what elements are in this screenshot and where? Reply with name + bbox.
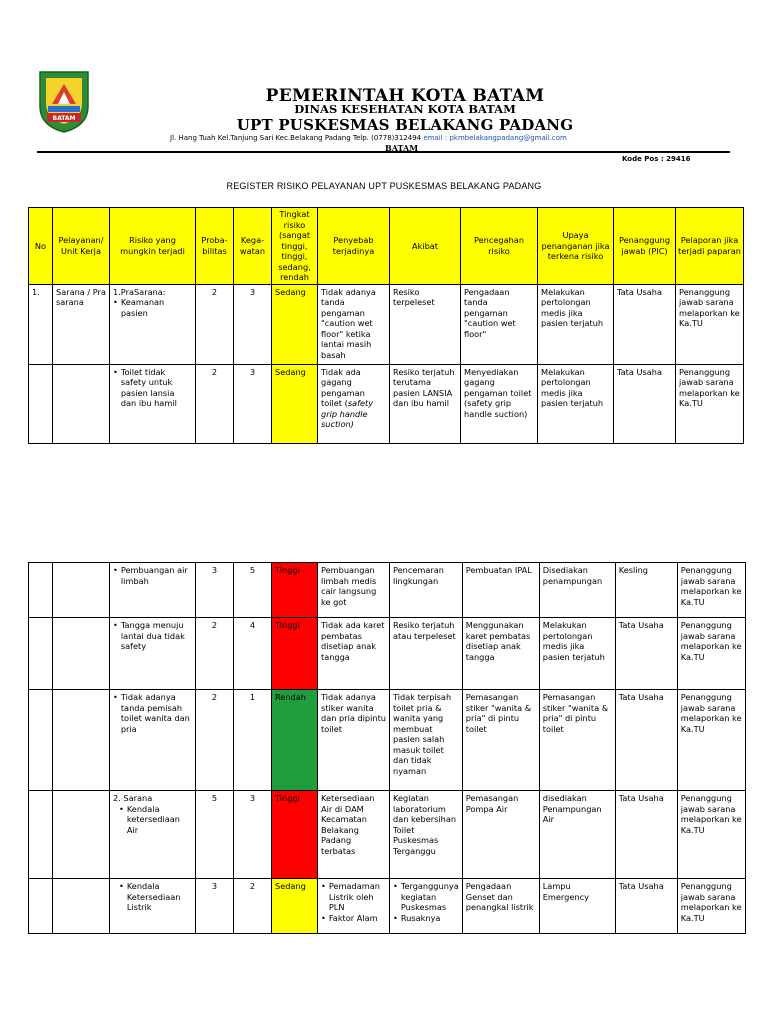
list-item bbox=[113, 804, 192, 836]
col-header-prevention: Pencegahan risiko bbox=[461, 208, 538, 285]
cell-risk bbox=[110, 364, 196, 443]
cell-cause: Pembuangan limbah medis cair langsung ke got bbox=[318, 563, 390, 618]
list-item bbox=[113, 881, 192, 913]
cell-handling: disediakan Penampungan Air bbox=[539, 791, 615, 879]
list-item bbox=[113, 692, 192, 734]
col-header-pic: Penanggung jawab (PIC) bbox=[614, 208, 676, 285]
table-row bbox=[29, 284, 744, 364]
cell-pic: Tata Usaha bbox=[615, 618, 677, 690]
cell-reporting: Penanggung jawab sarana melaporkan ke Ka.TU bbox=[677, 618, 745, 690]
cell-cause: Ketersediaan Air di DAM Kecamatan Belakang Padang terbatas bbox=[318, 791, 390, 879]
cell-risk-level: Sedang bbox=[272, 879, 318, 934]
cell-probability: 3 bbox=[196, 879, 234, 934]
cell-probability: 2 bbox=[196, 618, 234, 690]
cell-prevention: Pengadaan tanda pengaman "caution wet floor" bbox=[461, 284, 538, 364]
cell-cause bbox=[318, 879, 390, 934]
col-header-probability: Proba-bilitas bbox=[196, 208, 234, 285]
cell-effect: Pencemaran lingkungan bbox=[390, 563, 463, 618]
cell-risk bbox=[110, 618, 196, 690]
list-item bbox=[321, 881, 386, 913]
risk-text: Pembuangan air limbah bbox=[120, 565, 188, 586]
col-header-severity: Kega-watan bbox=[234, 208, 272, 285]
cell-handling: Melakukan pertolongan medis jika pasien terjatuh bbox=[539, 618, 615, 690]
cell-handling: Disediakan penampungan bbox=[539, 563, 615, 618]
bullet-icon: • bbox=[113, 620, 118, 630]
cell-probability: 2 bbox=[196, 690, 234, 791]
header-address-line bbox=[170, 134, 567, 142]
cell-probability: 2 bbox=[196, 364, 234, 443]
risk-register-table bbox=[28, 207, 744, 444]
cell-severity: 3 bbox=[234, 791, 272, 879]
table-row bbox=[29, 618, 746, 690]
cell-risk-level: Sedang bbox=[272, 284, 318, 364]
risk-text: Tidak adanya tanda pemisah toilet wanita dan pria bbox=[120, 692, 190, 734]
cell-pic: Kesling bbox=[615, 563, 677, 618]
risk-heading: 1.PraSarana: bbox=[113, 286, 166, 297]
cell-no bbox=[29, 690, 53, 791]
risk-text: Toilet tidak safety untuk pasien lansia dan ibu hamil bbox=[120, 366, 177, 408]
cause-italic-text: safety grip handle suction) bbox=[321, 398, 374, 429]
cell-probability: 2 bbox=[196, 284, 234, 364]
cell-no bbox=[29, 618, 53, 690]
cell-risk bbox=[110, 284, 196, 364]
cell-effect: Resiko terpeleset bbox=[390, 284, 461, 364]
header-divider bbox=[37, 151, 730, 153]
cell-reporting: Penanggung jawab sarana melaporkan ke Ka.TU bbox=[677, 791, 745, 879]
col-header-cause: Penyebab terjadinya bbox=[318, 208, 390, 285]
cell-reporting: Penanggung jawab sarana melaporkan ke Ka.TU bbox=[676, 364, 744, 443]
document-title: REGISTER RISIKO PELAYANAN UPT PUSKESMAS BELAKANG PADANG bbox=[226, 181, 542, 191]
cell-reporting: Penanggung jawab sarana melaporkan ke Ka.TU bbox=[676, 284, 744, 364]
cell-no bbox=[29, 563, 53, 618]
col-header-risk: Risiko yang mungkin terjadi bbox=[110, 208, 196, 285]
cell-reporting: Penanggung jawab sarana melaporkan ke Ka.TU bbox=[677, 563, 745, 618]
cause-item: Faktor Alam bbox=[328, 912, 378, 923]
col-header-risk-level: Tingkat risiko (sangat tinggi, tinggi, sedang, rendah bbox=[272, 208, 318, 285]
col-header-reporting: Pelaporan jika terjadi paparan bbox=[676, 208, 744, 285]
col-header-no: No bbox=[29, 208, 53, 285]
cell-effect: Tidak terpisah toilet pria & wanita yang membuat pasien salah masuk toilet dan tidak nyaman bbox=[390, 690, 463, 791]
cell-handling: Melakukan pertolongan medis jika pasien terjatuh bbox=[538, 364, 614, 443]
cell-no bbox=[29, 879, 53, 934]
bullet-icon: • bbox=[119, 881, 124, 891]
list-item bbox=[113, 297, 192, 318]
cell-risk bbox=[110, 690, 196, 791]
table-row bbox=[29, 791, 746, 879]
table-row bbox=[29, 364, 744, 443]
batam-city-emblem-logo bbox=[38, 66, 90, 134]
cell-risk-level: Tinggi bbox=[272, 618, 318, 690]
effect-item: Rusaknya bbox=[400, 912, 441, 923]
table-row bbox=[29, 563, 746, 618]
bullet-icon: • bbox=[113, 692, 118, 702]
cell-reporting: Penanggung jawab sarana melaporkan ke Ka.TU bbox=[677, 879, 745, 934]
cell-risk-level: Tinggi bbox=[272, 563, 318, 618]
cell-pic: Tata Usaha bbox=[615, 690, 677, 791]
cell-severity: 5 bbox=[234, 563, 272, 618]
bullet-icon: • bbox=[321, 881, 326, 891]
postal-code: Kode Pos : 29416 bbox=[622, 155, 691, 163]
header-institution: UPT PUSKESMAS BELAKANG PADANG bbox=[236, 116, 574, 134]
bullet-icon: • bbox=[321, 912, 326, 923]
cell-cause: Tidak adanya tanda pengaman "caution wet floor" ketika lantai masih basah bbox=[318, 284, 390, 364]
bullet-icon: • bbox=[393, 881, 398, 891]
list-item bbox=[393, 913, 459, 924]
cell-prevention: Pembuatan IPAL bbox=[462, 563, 539, 618]
cell-unit bbox=[53, 791, 110, 879]
header-city: BATAM bbox=[385, 143, 419, 153]
header-email[interactable]: email : pkmbelakangpadang@gmail.com bbox=[423, 134, 567, 142]
col-header-effect: Akibat bbox=[390, 208, 461, 285]
bullet-icon: • bbox=[393, 912, 398, 923]
logo-text: BATAM bbox=[52, 115, 76, 122]
risk-text: Tangga menuju lantai dua tidak safety bbox=[120, 620, 185, 651]
cell-risk-level: Tinggi bbox=[272, 791, 318, 879]
risk-text: Kendala Ketersediaan Listrik bbox=[126, 881, 181, 912]
bullet-icon: • bbox=[113, 366, 118, 377]
cell-unit bbox=[53, 618, 110, 690]
table-row bbox=[29, 879, 746, 934]
cell-pic: Tata Usaha bbox=[615, 791, 677, 879]
cell-handling: Pemasangan stiker "wanita & pria" di pintu toilet bbox=[539, 690, 615, 791]
cell-unit bbox=[53, 690, 110, 791]
cell-probability: 3 bbox=[196, 563, 234, 618]
bullet-icon: • bbox=[119, 803, 124, 814]
cell-unit bbox=[53, 364, 110, 443]
cell-unit bbox=[53, 879, 110, 934]
cell-severity: 2 bbox=[234, 879, 272, 934]
cell-no bbox=[29, 364, 53, 443]
risk-register-table-continued bbox=[28, 562, 746, 934]
cell-unit bbox=[53, 563, 110, 618]
list-item bbox=[113, 367, 192, 409]
cell-severity: 4 bbox=[234, 618, 272, 690]
cell-prevention: Pemasangan stiker "wanita & pria" di pintu toilet bbox=[462, 690, 539, 791]
cell-risk-level: Sedang bbox=[272, 364, 318, 443]
header-address: Jl. Hang Tuah Kel.Tanjung Sari Kec.Belakang Padang Telp. (0778)312494 bbox=[170, 134, 422, 142]
cell-no: 1. bbox=[29, 284, 53, 364]
cell-pic: Tata Usaha bbox=[614, 284, 676, 364]
cell-effect: Resiko terjatuh terutama pasien LANSIA dan ibu hamil bbox=[390, 364, 461, 443]
cell-prevention: Pemasangan Pompa Air bbox=[462, 791, 539, 879]
list-item bbox=[113, 620, 192, 652]
cell-handling: Lampu Emergency bbox=[539, 879, 615, 934]
cell-risk bbox=[110, 879, 196, 934]
effect-item: Terganggunya kegiatan Puskesmas bbox=[400, 881, 459, 912]
cell-effect: Kegiatan laboratorium dan kebersihan Toilet Puskesmas Terganggu bbox=[390, 791, 463, 879]
bullet-icon: • bbox=[113, 297, 118, 307]
cell-risk-level: Rendah bbox=[272, 690, 318, 791]
cell-no bbox=[29, 791, 53, 879]
risk-heading: 2. Sarana bbox=[113, 793, 153, 803]
risk-text: Keamanan pasien bbox=[120, 297, 165, 318]
cell-risk bbox=[110, 563, 196, 618]
table-row bbox=[29, 690, 746, 791]
cause-item: Pemadaman Listrik oleh PLN bbox=[328, 881, 380, 912]
cell-effect: Resiko terjatuh atau terpeleset bbox=[390, 618, 463, 690]
header-government: PEMERINTAH KOTA BATAM bbox=[265, 86, 545, 106]
list-item bbox=[393, 881, 459, 913]
table-header-row bbox=[29, 208, 744, 285]
cell-prevention: Menggunakan karet pembatas disetiap anak tangga bbox=[462, 618, 539, 690]
cell-pic: Tata Usaha bbox=[614, 364, 676, 443]
risk-text: Kendala ketersediaan Air bbox=[126, 803, 180, 835]
cell-prevention: Menyediakan gagang pengaman toilet (safety grip handle suction) bbox=[461, 364, 538, 443]
cell-unit: Sarana / Pra sarana bbox=[53, 284, 110, 364]
col-header-unit: Pelayanan/ Unit Kerja bbox=[53, 208, 110, 285]
cell-risk bbox=[110, 791, 196, 879]
col-header-handling: Upaya penanganan jika terkena risiko bbox=[538, 208, 614, 285]
header-department: DINAS KESEHATAN KOTA BATAM bbox=[294, 102, 516, 116]
cell-cause: Tidak ada karet pembatas disetiap anak tangga bbox=[318, 618, 390, 690]
list-item bbox=[321, 913, 386, 924]
list-item bbox=[113, 565, 192, 586]
cell-severity: 3 bbox=[234, 284, 272, 364]
cell-reporting: Penanggung jawab sarana melaporkan ke Ka.TU bbox=[677, 690, 745, 791]
cell-prevention: Pengadaan Genset dan penangkal listrik bbox=[462, 879, 539, 934]
cell-handling: Melakukan pertolongan medis jika pasien terjatuh bbox=[538, 284, 614, 364]
bullet-icon: • bbox=[113, 565, 118, 575]
cell-cause: Tidak adanya stiker wanita dan pria dipintu toilet bbox=[318, 690, 390, 791]
cell-cause bbox=[318, 364, 390, 443]
cause-text: Tidak ada gagang pengaman toilet ( bbox=[321, 366, 365, 408]
cell-severity: 1 bbox=[234, 690, 272, 791]
cell-pic: Tata Usaha bbox=[615, 879, 677, 934]
cell-effect bbox=[390, 879, 463, 934]
cell-severity: 3 bbox=[234, 364, 272, 443]
cell-probability: 5 bbox=[196, 791, 234, 879]
